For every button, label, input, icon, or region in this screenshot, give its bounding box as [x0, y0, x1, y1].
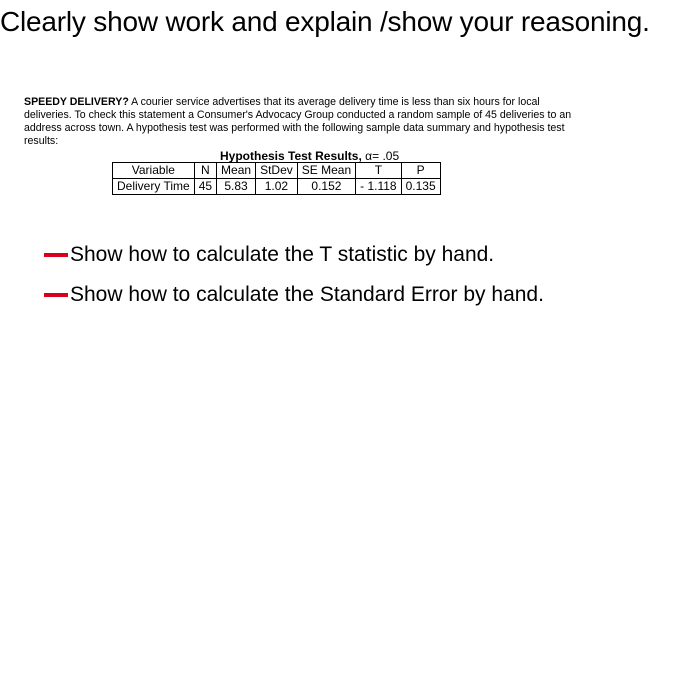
- table-cell: - 1.118: [356, 179, 401, 195]
- column-header: T: [356, 163, 401, 179]
- problem-body: A courier service advertises that its average delivery time is less than six hours for local deliveries. To check this statement a Consumer's Advocacy Group conducted a random sample of 45 deliveries to an address across town. A hypothesis test was performed with the following sample data summary and hypothesis test results:: [24, 96, 572, 147]
- table-cell: 5.83: [217, 179, 256, 195]
- table-row: [113, 179, 441, 195]
- column-header: StDev: [256, 163, 298, 179]
- task-item: [44, 283, 544, 307]
- results-table-title: [220, 149, 399, 163]
- task-item: [44, 243, 494, 267]
- instruction-heading: Clearly show work and explain /show your reasoning.: [0, 6, 650, 37]
- column-header: SE Mean: [297, 163, 355, 179]
- table-cell: 45: [194, 179, 216, 195]
- results-table-title-text: Hypothesis Test Results,: [220, 149, 362, 163]
- red-dash-bullet-icon: [44, 253, 68, 257]
- table-cell: Delivery Time: [113, 179, 195, 195]
- table-cell: 0.135: [401, 179, 440, 195]
- red-dash-bullet-icon: [44, 293, 68, 297]
- column-header: Mean: [217, 163, 256, 179]
- column-header: N: [194, 163, 216, 179]
- column-header: P: [401, 163, 440, 179]
- table-cell: 1.02: [256, 179, 298, 195]
- column-header: Variable: [113, 163, 195, 179]
- task-text: Show how to calculate the T statistic by hand.: [70, 243, 495, 266]
- problem-title: SPEEDY DELIVERY?: [24, 96, 129, 108]
- task-text: Show how to calculate the Standard Error by hand.: [70, 283, 544, 306]
- hypothesis-results-table: [112, 162, 441, 195]
- problem-statement: [24, 96, 584, 148]
- alpha-level: α= .05: [365, 149, 400, 163]
- table-cell: 0.152: [297, 179, 355, 195]
- table-header-row: [113, 163, 441, 179]
